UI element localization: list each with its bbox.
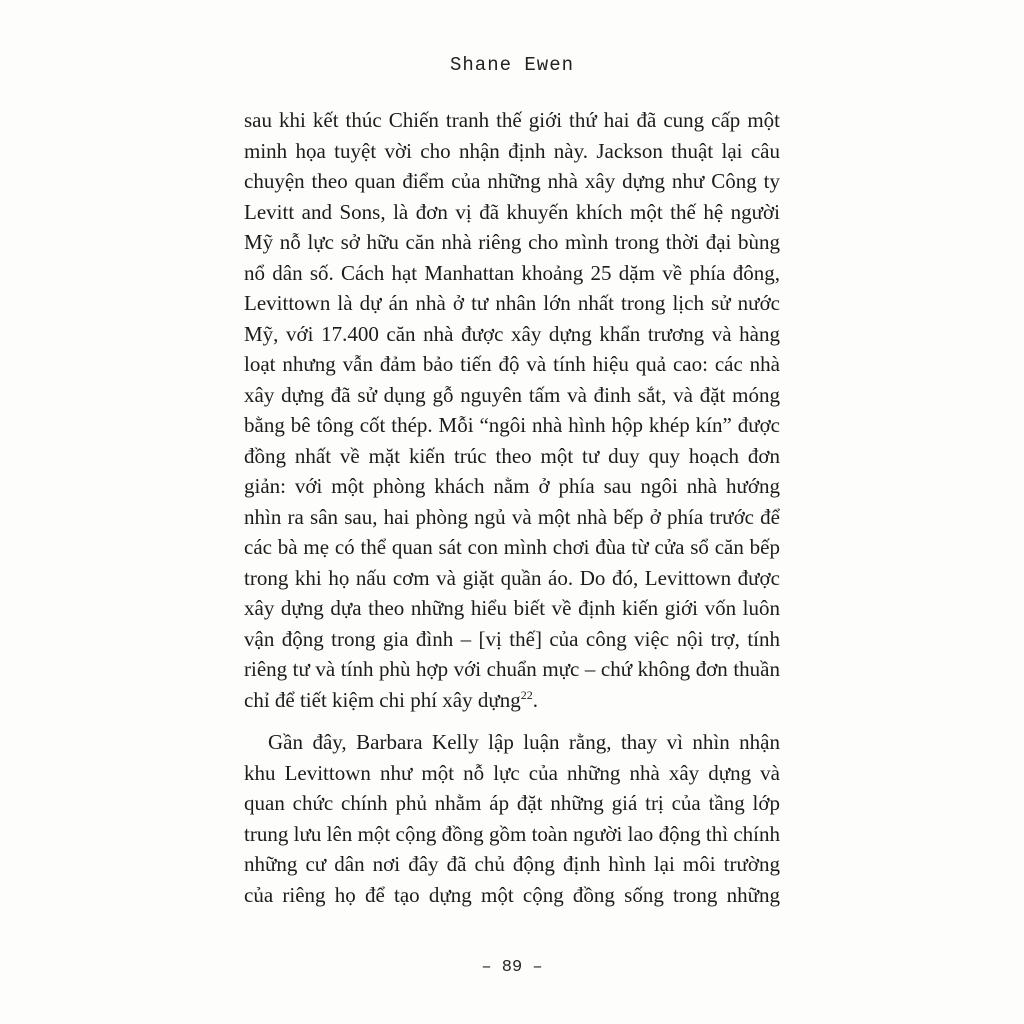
text-line-content: chỉ để tiết kiệm chi phí xây dựng xyxy=(244,687,521,712)
text-line: vận động trong gia đình – [vị thế] của công việc nội trợ, tính xyxy=(244,626,780,651)
running-header: Shane Ewen xyxy=(449,54,575,76)
text-line: khu Levittown như một nỗ lực của những nhà xây dựng và xyxy=(244,760,780,785)
text-line: nhìn ra sân sau, hai phòng ngủ và một nhà bếp ở phía trước để xyxy=(244,504,780,529)
text-line: bằng bê tông cốt thép. Mỗi “ngôi nhà hình hộp khép kín” được xyxy=(244,413,780,437)
text-line: Levitt and Sons, là đơn vị đã khuyến khích một thế hệ người xyxy=(244,199,780,224)
text-line: riêng tư và tính phù hợp với chuẩn mực – chứ không đơn thuần xyxy=(244,657,780,681)
text-line: trong khi họ nấu cơm và giặt quần áo. Do đó, Levittown được xyxy=(244,565,780,590)
text-line: loạt nhưng vẫn đảm bảo tiến độ và tính hiệu quả cao: các nhà xyxy=(244,352,780,376)
text-line: Levittown là dự án nhà ở tư nhân lớn nhất trong lịch sử nước xyxy=(244,291,780,315)
text-line: những cư dân nơi đây đã chủ động định hình lại môi trường xyxy=(244,852,780,876)
text-line: chuyện theo quan điểm của những nhà xây dựng như Công ty xyxy=(244,169,780,193)
text-line: xây dựng đã sử dụng gỗ nguyên tấm và đinh sắt, và đặt móng xyxy=(244,382,780,407)
text-line: Mỹ, với 17.400 căn nhà được xây dựng khẩn trương và hàng xyxy=(244,321,780,346)
text-line: đồng nhất về mặt kiến trúc theo một tư duy quy hoạch đơn xyxy=(244,443,780,468)
footnote-reference[interactable]: 22 xyxy=(520,687,533,702)
body-text xyxy=(244,105,780,910)
text-line: sau khi kết thúc Chiến tranh thế giới thứ hai đã cung cấp một xyxy=(244,108,780,132)
text-line: giản: với một phòng khách nằm ở phía sau ngôi nhà hướng xyxy=(244,474,780,498)
paragraph-spacing xyxy=(244,715,780,727)
text-line: Gần đây, Barbara Kelly lập luận rằng, thay vì nhìn nhận xyxy=(268,730,780,754)
text-line: minh họa tuyệt vời cho nhận định này. Jackson thuật lại câu xyxy=(244,138,780,163)
text-line xyxy=(244,685,780,716)
text-line: các bà mẹ có thể quan sát con mình chơi đùa từ cửa sổ căn bếp xyxy=(244,535,780,559)
text-line: Mỹ nỗ lực sở hữu căn nhà riêng cho mình trong thời đại bùng xyxy=(244,230,780,254)
paragraph xyxy=(244,727,780,910)
paragraph xyxy=(244,105,780,715)
text-line: nổ dân số. Cách hạt Manhattan khoảng 25 dặm về phía đông, xyxy=(244,260,780,285)
text-line: trung lưu lên một cộng đồng gồm toàn người lao động thì chính xyxy=(244,821,780,846)
text-line: quan chức chính phủ nhằm áp đặt những giá trị của tầng lớp xyxy=(244,791,780,815)
text-line: xây dựng dựa theo những hiểu biết về định kiến giới vốn luôn xyxy=(244,596,780,620)
page-number: – 89 – xyxy=(481,958,543,977)
text-line: của riêng họ để tạo dựng một cộng đồng sống trong những xyxy=(244,882,780,907)
final-punctuation: . xyxy=(532,687,538,712)
